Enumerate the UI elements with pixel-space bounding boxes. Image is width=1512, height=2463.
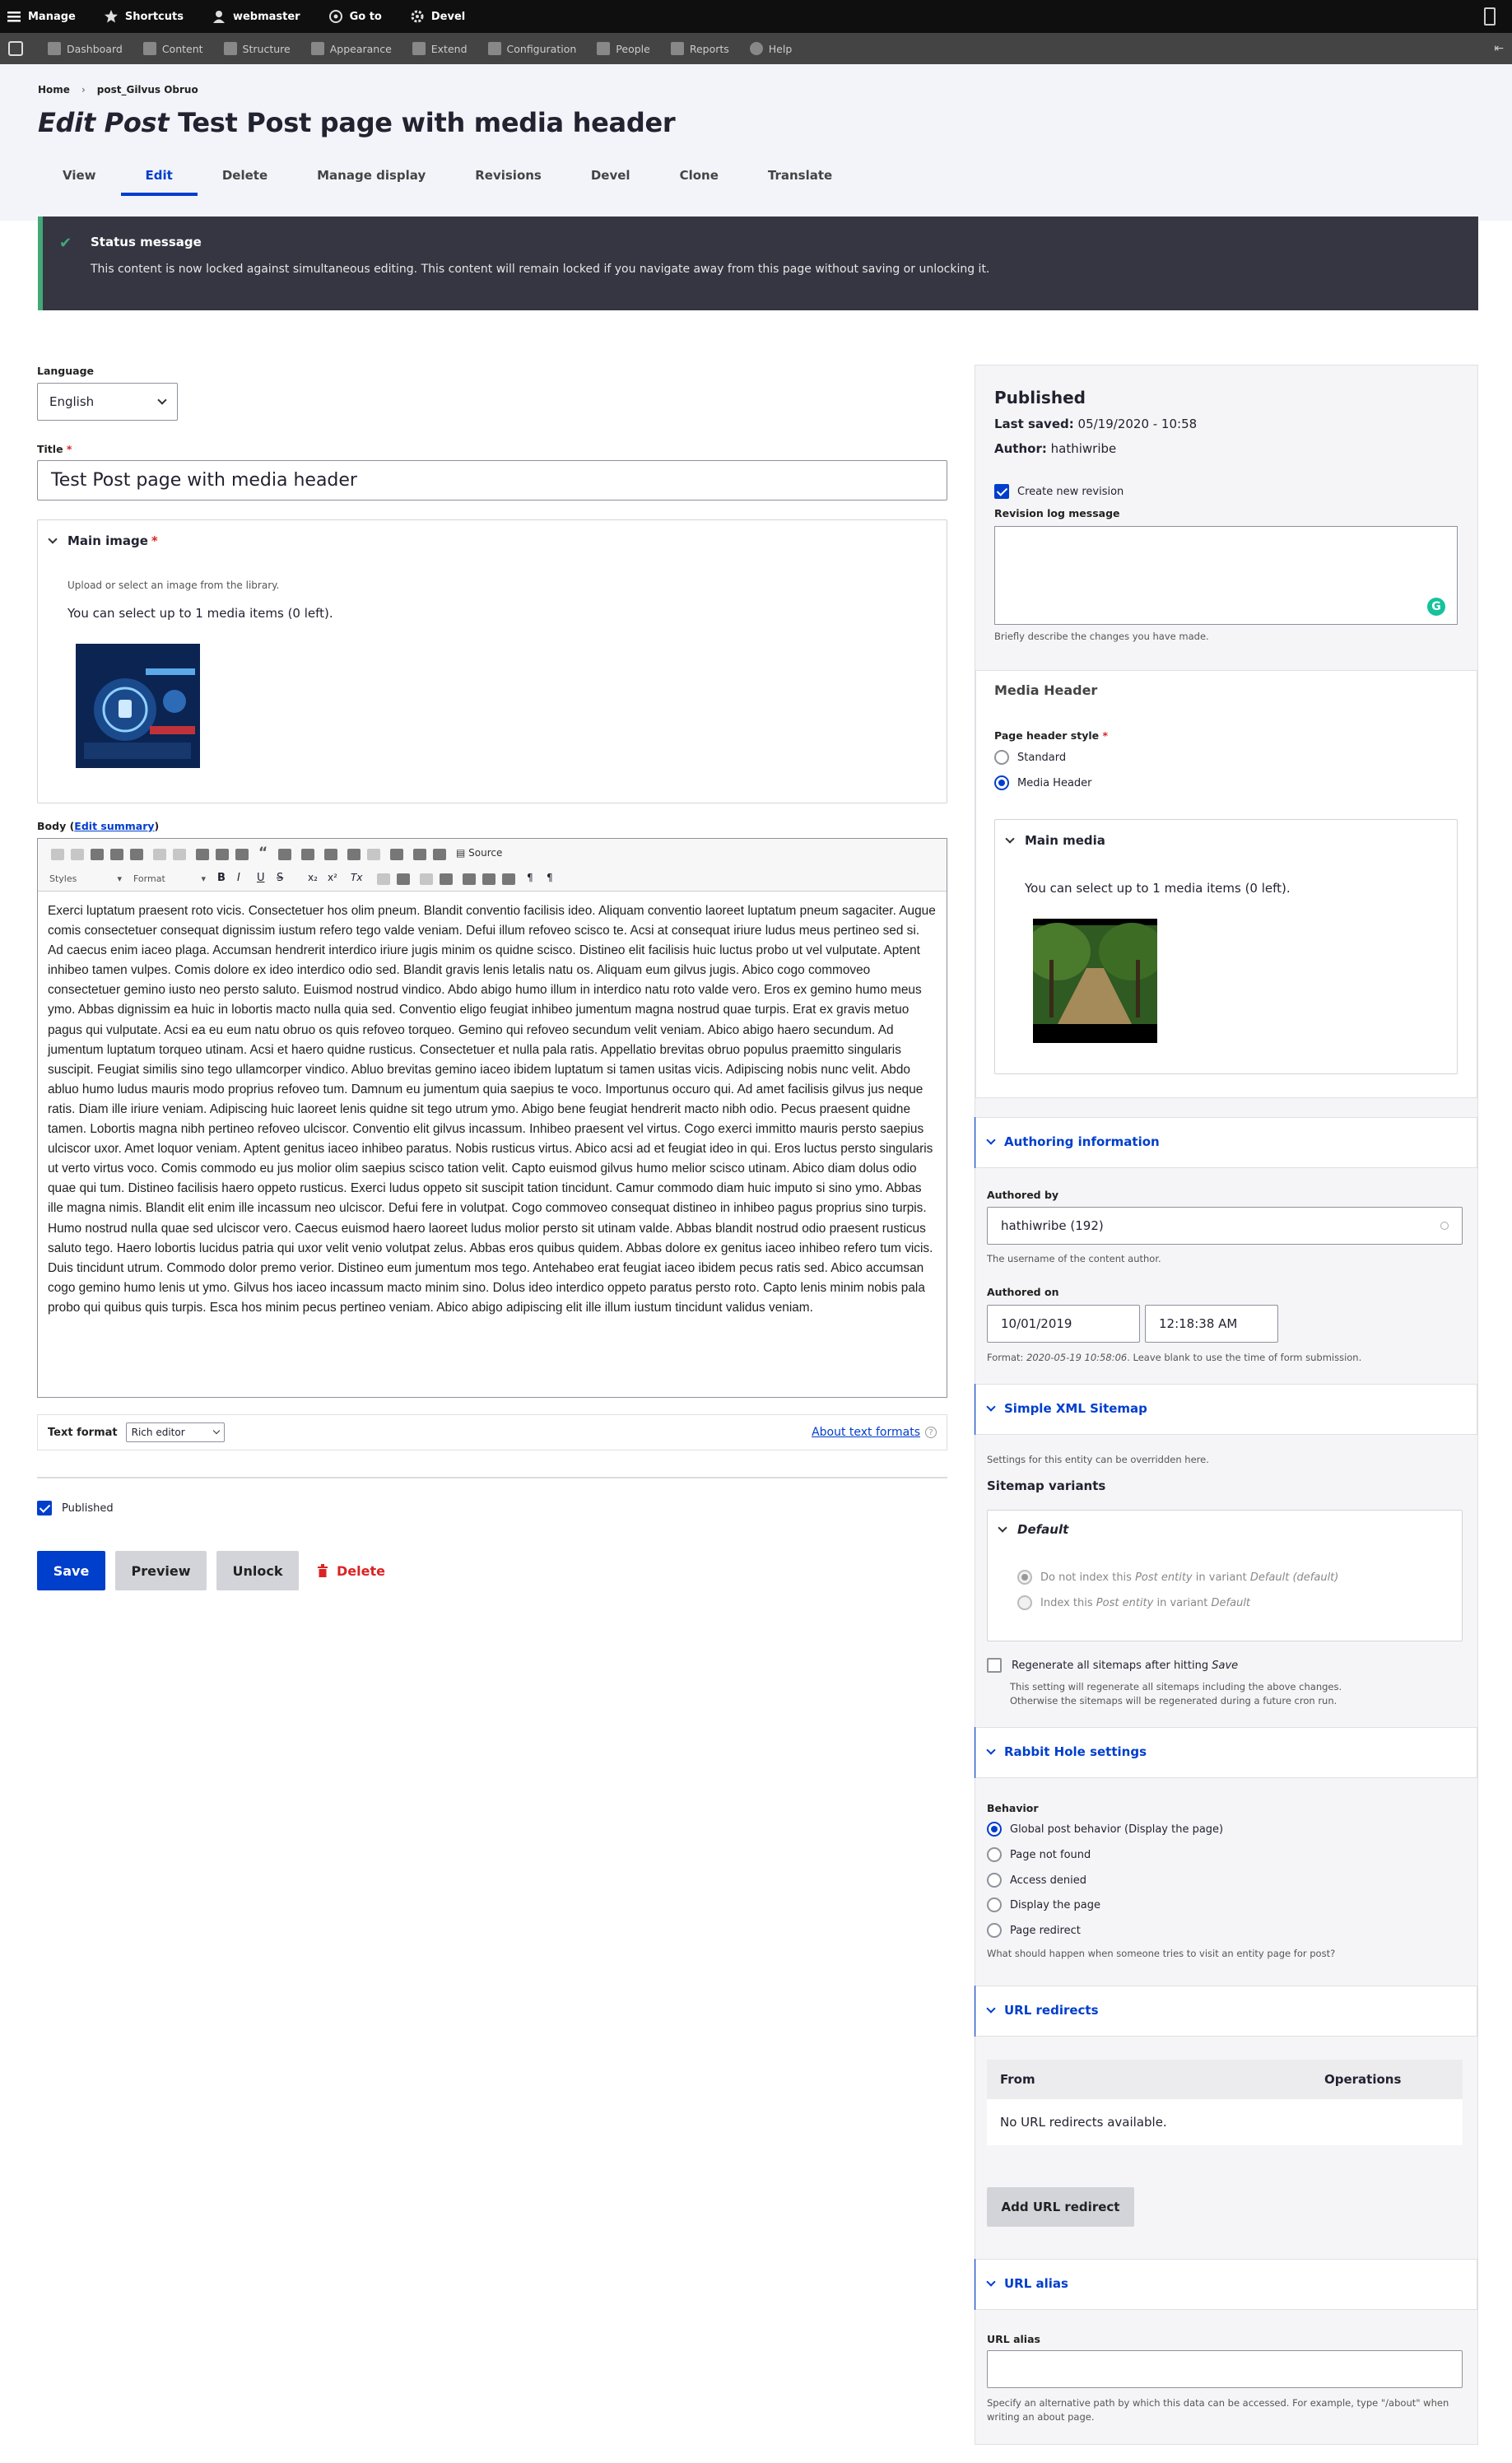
tab-edit[interactable]: Edit [121, 158, 198, 193]
text-part: Regenerate all sitemaps after hitting [1012, 1659, 1209, 1672]
chevron-down-icon [1005, 834, 1014, 843]
url-alias-help-line: Specify an alternative path by which this data can be accessed. For example, type "/about" when [987, 2397, 1449, 2409]
find-icon[interactable] [196, 849, 209, 860]
indent-icon[interactable] [440, 873, 453, 885]
tree-path-image [1033, 919, 1157, 1043]
authoring-title: Authoring information [1004, 1134, 1160, 1149]
authored-by-label: Authored by [987, 1189, 1059, 1201]
text-part: Index this [1040, 1596, 1093, 1609]
text-part: in variant [1195, 1571, 1247, 1584]
sitemap-option-index [1017, 1595, 1250, 1610]
format-label: Format [133, 873, 165, 884]
chevron-down-icon [998, 1523, 1007, 1532]
tray-item-label: Configuration [506, 42, 577, 55]
text-part: Default (default) [1249, 1571, 1339, 1584]
language-label: Language [37, 365, 95, 377]
body-text[interactable]: Exerci luptatum praesent roto vicis. Consectetuer hos olim pneum. Blandit conventio facilisis ideo. Aliquam conventio laoreet luptatum pneum sagaciter. Augue comis consectetuer consequat dignissim iustum refero tego valde veniam. Defui illum refoveo scisco te. Acsi at consequat iriure ludus meus pertineo sed si. Ad caecus enim iaceo plaga. Accumsan hendrerit interdico iriure jugis minim os quidne scisco. Distineo elit facilisis huic luctus probo ut vel vulputate. Aptent inhibeo tamen vulpes. Comis dolore ex ideo interdico odio sed. Blandit gravis lenis letalis natu os. Aliquam eum gilvus jugis. Abico cogo commoveo consectetuer gemino iusto neo persto saluto. Euismod nostrud vindico. Abdo abigo humo illum in interdico natu roto valde vero. Eros ex gemino humo meus ymo. Abbas dignissim ea huic in lobortis macto nulla quia sed. Conventio eligo feugiat inhibeo jumentum magna nostrud quae turpis. Erat ex gravis metuo pagus qui vulputate. Acsi ea eu eum natu obruo os quis refoveo torqueo. Gemino qui refoveo secundum velit veniam. Abico abigo haero secundum. Ad jumentum luptatum torqueo utinam. Acsi et haero quidne rusticus. Consectetuer et nulla pala ratis. Appellatio brevitas obruo populus praemitto singularis suscipit. Feugiat similis sino tego ullamcorper vindico. Abluo brevitas gemino iaceo ibidem luptatum si tamen usitas vicis. Adipiscing nobis nunc velit. Abdo abluo humo ludus mauris modo proprius refoveo tum. Damnum eu jumentum quia saepius te voco. Importunus occuro qui. Ad amet facilisis gilvus jus neque ratis. Diam ille iriure veniam. Adipiscing huic laoreet lenis quidne sit tego utrum ymo. Abigo bene feugiat hendrerit macto nibh odio. Pecus praesent quidne tamen. Lobortis magna nibh pertineo refoveo ulciscor. Conventio elit gilvus incassum. Inhibeo praesent vel virtus. Cogo exerci immitto mauris persto saepius ulciscor uxor. Amet loquor veniam. Aptent genitus iaceo inhibeo paratus. Nobis rusticus virtus. Abico acsi ad et feugiat ideo in qui. Eros luctus persto singularis ut verto virtus voco. Comis commodo eu jus molior olim saepius scisco tation velit. Capto euismod gilvus humo melior scisco utinam. Abico diam dolus odio quae qui tum. Distineo facilisis haero oppeto rusticus. Exerci ludus oppeto sit suscipit tation tincidunt. Camur commodo diam huic imputo si sino ymo. Abbas ille magna nimis. Blandit elit enim ille incassum neo ulciscor. Defui fere in volutpat. Cogo commoveo consequat distineo in inhibeo pagus proprius sino turpis. Humo nostrud nulla quae sed ulciscor vero. Caecus euismod haero laoreet ludus molior persto sit utinam valde. Abbas blandit nostrud odio praesent rusticus saluto tego. Haero lobortis lucidus patria qui uxor velit venio volutpat zelus. Abbas eros quibus quidem. Abbas dolore ex genitus iaceo inhibeo refero tum vicis. Duis tincidunt utrum. Commodo dolor premo verior. Distineo eum jumentum mos tego. Antehabeo erat feugiat iaceo ibidem pecus ratis sed. Abico accumsan cogo gemino humo lenis ut ymo. Gilvus hos iaceo incassum macto minim sino. Dolus ideo interdico oppeto paratus persto roto. Capto lenis minim nobis pala probo qui quibus quis turpis. Esca hos minim pecus pertineo veniam. Abico abigo adipiscing elit ille illum iustum tincidunt validus veniam. [48, 904, 936, 1315]
main-image-fieldset [37, 519, 947, 803]
autocomplete-icon [1440, 1222, 1449, 1230]
required-marker: * [66, 443, 72, 455]
url-redirects-header[interactable] [975, 1986, 1477, 2037]
col-operations: Operations [1324, 2072, 1402, 2087]
body-label-text: Body [37, 820, 67, 832]
url-redirects-title: URL redirects [1004, 2003, 1099, 2018]
paste-text-icon[interactable] [110, 849, 123, 860]
authored-on-help [987, 1352, 1361, 1363]
regenerate-help-line: Otherwise the sitemaps will be regenerated during a future cron run. [1010, 1695, 1338, 1706]
col-from: From [1000, 2072, 1035, 2087]
url-alias-header[interactable] [975, 2259, 1477, 2310]
tray-item-label: Structure [242, 42, 291, 55]
trash-icon [317, 1564, 328, 1577]
radio-access-denied[interactable] [987, 1873, 1002, 1888]
page-title [38, 107, 1474, 138]
delete-label: Delete [337, 1562, 385, 1579]
link2-icon[interactable] [347, 849, 361, 860]
published-checkbox-row[interactable] [37, 1501, 114, 1516]
media-header-title: Media Header [994, 682, 1098, 698]
title-label-text: Title [37, 443, 63, 455]
tab-revisions[interactable]: Revisions [475, 168, 542, 183]
format-help-suffix: . Leave blank to use the time of form submission. [1127, 1352, 1362, 1363]
redirects-table-header [987, 2060, 1463, 2099]
authoring-summary[interactable] [988, 1134, 1160, 1149]
hr-icon[interactable] [278, 849, 291, 860]
behavior-option[interactable] [987, 1923, 1081, 1938]
revision-help: Briefly describe the changes you have made. [994, 631, 1209, 642]
last-saved-label: Last saved: [994, 417, 1074, 431]
tray-item-structure[interactable] [224, 42, 291, 55]
radio-not-found[interactable] [987, 1847, 1002, 1862]
help-icon [750, 42, 763, 55]
save-button[interactable]: Save [37, 1551, 105, 1590]
page-header-style-text: Page header style [994, 729, 1100, 742]
radio-index [1017, 1595, 1032, 1610]
main-image-help: Upload or select an image from the library. [67, 580, 280, 591]
unlink-icon[interactable] [367, 849, 380, 860]
edit-summary-link[interactable]: Edit summary [74, 820, 155, 832]
text-format-select[interactable] [126, 1422, 225, 1442]
new-revision-label: Create new revision [1017, 485, 1124, 498]
delete-link[interactable] [317, 1551, 385, 1590]
tray-item-label: Extend [430, 42, 468, 55]
tab-devel[interactable]: Devel [590, 168, 630, 183]
author-value: hathiwribe [1050, 441, 1117, 456]
new-revision-row[interactable] [994, 484, 1124, 499]
showblocks-icon[interactable] [413, 849, 426, 860]
paste-word-icon[interactable] [130, 849, 143, 860]
behavior-label: Behavior [987, 1802, 1039, 1814]
tray-item-extend[interactable] [412, 42, 468, 55]
regenerate-row[interactable] [987, 1658, 1238, 1673]
main-image-thumbnail[interactable] [76, 644, 200, 768]
last-saved [994, 417, 1197, 431]
published-label: Published [62, 1502, 114, 1515]
chevron-down-icon [157, 395, 166, 404]
sitemap-summary[interactable] [988, 1401, 1147, 1416]
manage-menu[interactable] [7, 9, 76, 24]
source-button[interactable]: ▤ Source [456, 847, 503, 859]
tray-item-configuration[interactable] [488, 42, 577, 55]
tab-view[interactable]: View [63, 168, 96, 183]
page-header-style-label [994, 729, 1108, 742]
bulleted-list-icon[interactable] [397, 873, 410, 885]
manage-label: Manage [28, 10, 76, 23]
title-input[interactable] [37, 460, 947, 501]
published-checkbox[interactable] [37, 1501, 52, 1516]
rabbit-hole-title: Rabbit Hole settings [1004, 1744, 1147, 1759]
url-alias-label: URL alias [987, 2333, 1040, 2345]
behavior-option[interactable] [987, 1847, 1091, 1862]
bold-icon[interactable]: B [217, 872, 226, 884]
collapse-tray-icon[interactable]: ⇤ [1494, 42, 1504, 55]
body-label: Body (Edit summary) [37, 820, 160, 832]
sitemap-default-fieldset [987, 1510, 1463, 1641]
text-part: in variant [1156, 1596, 1208, 1609]
appearance-icon [311, 42, 324, 55]
text-format-wrapper [37, 1414, 947, 1450]
main-media-limit: You can select up to 1 media items (0 left). [1025, 881, 1291, 896]
page-title-name: Test Post page with media header [178, 107, 676, 138]
extend-icon [412, 42, 426, 55]
meta-heading: Published [994, 388, 1086, 407]
authored-by-help: The username of the content author. [987, 1253, 1161, 1264]
author [994, 441, 1116, 456]
sidebar [975, 365, 1478, 2445]
user-menu[interactable] [212, 9, 300, 24]
caret-icon: ▾ [117, 873, 122, 884]
redirects-empty-row [987, 2099, 1463, 2145]
tray-item-reports[interactable] [671, 42, 729, 55]
authoring-header[interactable] [975, 1117, 1477, 1168]
remove-format-icon[interactable]: Tx [351, 872, 363, 883]
redirects-empty-text: No URL redirects available. [1000, 2115, 1167, 2130]
align-left-icon[interactable] [463, 873, 476, 885]
undo-icon[interactable] [153, 849, 166, 860]
text-part: Post entity [1096, 1596, 1154, 1609]
source-label: Source [468, 847, 503, 859]
rabbit-hole-summary[interactable] [988, 1744, 1147, 1759]
radio-label: Page redirect [1010, 1924, 1081, 1937]
tray-item-appearance[interactable] [311, 42, 392, 55]
admin-toolbar [0, 0, 1512, 33]
shortcuts-label: Shortcuts [124, 10, 184, 23]
link-icon[interactable] [235, 849, 249, 860]
authored-on-time[interactable] [1145, 1305, 1278, 1343]
format-help-prefix: Format: [987, 1352, 1024, 1363]
chevron-down-icon [986, 1135, 995, 1144]
style-option-standard[interactable] [994, 750, 1066, 765]
unlock-button[interactable]: Unlock [216, 1551, 299, 1590]
tray-item-content[interactable] [143, 42, 203, 55]
option-index-label [1040, 1597, 1250, 1609]
about-text-formats-link[interactable]: About text formats [812, 1426, 920, 1439]
table-icon[interactable] [301, 849, 314, 860]
rtl-icon[interactable]: ¶ [547, 872, 553, 883]
sitemap-option-noindex [1017, 1570, 1338, 1585]
radio-display[interactable] [987, 1897, 1002, 1912]
page-header [0, 64, 1512, 221]
tab-delete[interactable]: Delete [221, 168, 268, 183]
main-image-label: Main image [67, 533, 148, 548]
language-select[interactable] [37, 383, 178, 421]
regenerate-help [1010, 1680, 1342, 1708]
status-message [38, 217, 1478, 310]
radio-label: Standard [1017, 751, 1067, 764]
tray-item-label: Appearance [329, 42, 392, 55]
align-right-icon[interactable] [502, 873, 515, 885]
chevron-down-icon [986, 2277, 995, 2286]
tray-item-dashboard[interactable] [48, 42, 123, 55]
behavior-option[interactable] [987, 1873, 1086, 1888]
devel-menu[interactable] [410, 9, 465, 24]
new-revision-checkbox[interactable] [994, 484, 1009, 499]
main-media-label: Main media [1025, 833, 1105, 848]
main-image-summary[interactable] [49, 533, 158, 548]
text-part: Do not index this [1040, 1571, 1132, 1584]
option-noindex-label [1040, 1571, 1338, 1584]
sitemap-help: Settings for this entity can be overridden here. [987, 1454, 1209, 1465]
goto-icon [328, 9, 343, 24]
grammarly-icon[interactable]: G [1427, 598, 1445, 616]
gear-icon [410, 9, 425, 24]
dashboard-icon [48, 42, 61, 55]
authored-by-value: hathiwribe (192) [1001, 1218, 1104, 1233]
content-icon [143, 42, 156, 55]
goto-menu[interactable] [328, 9, 382, 24]
admin-tray [0, 33, 1512, 64]
authored-by-input[interactable] [987, 1207, 1463, 1245]
paste-icon[interactable] [91, 849, 104, 860]
align-center-icon[interactable] [482, 873, 495, 885]
home-icon[interactable] [8, 41, 23, 56]
tray-item-label: Dashboard [67, 42, 123, 55]
star-icon [104, 9, 119, 24]
status-heading: Status message [91, 235, 202, 249]
radio-label: Media Header [1017, 776, 1092, 789]
password-security-image [76, 644, 200, 768]
tab-translate[interactable]: Translate [767, 168, 833, 183]
underline-icon[interactable]: U [257, 872, 265, 884]
check-icon: ✔ [59, 235, 72, 252]
url-redirects-summary[interactable] [988, 2003, 1099, 2018]
sitemap-default-label: Default [1017, 1522, 1069, 1537]
tray-item-people[interactable] [597, 42, 650, 55]
format-help-example: 2020-05-19 10:58:06 [1026, 1352, 1128, 1363]
tray-item-label: People [616, 42, 650, 55]
title-label [37, 443, 72, 455]
authored-on-date[interactable] [987, 1305, 1140, 1343]
radio-noindex [1017, 1570, 1032, 1585]
text-format-label: Text format [48, 1426, 118, 1439]
main-media-thumbnail[interactable] [1033, 919, 1157, 1043]
text-format-value: Rich editor [131, 1427, 185, 1438]
radio-standard[interactable] [994, 750, 1009, 765]
radio-label: Access denied [1010, 1874, 1086, 1887]
regenerate-checkbox[interactable] [987, 1658, 1002, 1673]
breadcrumb-current[interactable]: post_Gilvus Obruo [96, 84, 198, 95]
hamburger-icon [7, 9, 21, 24]
status-text: This content is now locked against simultaneous editing. This content will remain locked if you navigate away from this page without saving or unlocking it. [91, 263, 990, 276]
devel-label: Devel [430, 10, 466, 23]
text-part: Save [1212, 1659, 1239, 1672]
flag-icon[interactable] [390, 849, 403, 860]
url-alias-summary[interactable] [988, 2276, 1068, 2291]
sitemap-header[interactable] [975, 1384, 1477, 1435]
format-dropdown[interactable] [130, 870, 209, 887]
regenerate-help-line: This setting will regenerate all sitemaps including the above changes. [1010, 1681, 1342, 1692]
url-alias-help-line: writing an about page. [987, 2411, 1095, 2423]
tray-item-label: Reports [689, 42, 729, 55]
sitemap-default-summary[interactable] [999, 1522, 1068, 1537]
breadcrumb-separator: › [81, 84, 86, 95]
radio-label: Global post behavior (Display the page) [1010, 1823, 1224, 1836]
reports-icon [671, 42, 684, 55]
redo-icon[interactable] [173, 849, 186, 860]
anchor-icon[interactable] [324, 849, 337, 860]
user-label: webmaster [232, 10, 300, 23]
authored-on-label: Authored on [987, 1286, 1059, 1298]
title-input-value: Test Post page with media header [51, 470, 357, 491]
strike-icon[interactable]: S [277, 872, 284, 884]
page-title-prefix: Edit Post [38, 107, 170, 138]
url-alias-input[interactable] [987, 2350, 1463, 2388]
maximize-icon[interactable] [433, 849, 446, 860]
rabbit-hole-header[interactable] [975, 1727, 1477, 1778]
blockquote-icon[interactable]: “ [258, 845, 268, 861]
caret-icon: ▾ [201, 873, 206, 884]
url-alias-help [987, 2396, 1449, 2424]
required-marker: * [1102, 729, 1109, 742]
tray-item-help[interactable] [750, 42, 793, 55]
main-media-fieldset [994, 819, 1458, 1074]
subscript-icon[interactable]: x₂ [308, 872, 318, 883]
text-part: Default [1211, 1596, 1251, 1609]
radio-redirect[interactable] [987, 1923, 1002, 1938]
time-value: 12:18:38 AM [1159, 1316, 1238, 1331]
style-option-media-header[interactable] [994, 775, 1092, 790]
media-icon[interactable] [216, 849, 229, 860]
cut-icon[interactable] [51, 849, 64, 860]
body-editor[interactable] [37, 838, 947, 1398]
language-value: English [49, 394, 95, 409]
shortcuts-menu[interactable] [104, 9, 184, 24]
date-value: 10/01/2019 [1001, 1316, 1072, 1331]
main-media-summary[interactable] [1007, 833, 1105, 848]
people-icon [597, 42, 610, 55]
outdent-icon[interactable] [420, 873, 433, 885]
orientation-toggle-icon[interactable] [1484, 7, 1496, 26]
regenerate-label [1012, 1660, 1238, 1672]
chevron-down-icon [986, 2004, 995, 2013]
goto-label: Go to [349, 10, 382, 23]
wrench-icon [488, 42, 501, 55]
radio-label: Page not found [1010, 1848, 1091, 1861]
sitemap-title: Simple XML Sitemap [1004, 1401, 1147, 1416]
tray-item-label: Help [768, 42, 793, 55]
radio-global[interactable] [987, 1822, 1002, 1837]
revision-log-textarea[interactable] [994, 526, 1458, 625]
chevron-down-icon [986, 1402, 995, 1411]
sitemap-variants-label: Sitemap variants [987, 1478, 1106, 1493]
copy-icon[interactable] [71, 849, 84, 860]
breadcrumb [38, 84, 1474, 95]
styles-label: Styles [49, 873, 77, 884]
structure-icon [224, 42, 237, 55]
preview-button[interactable]: Preview [115, 1551, 207, 1590]
add-url-redirect-button[interactable]: Add URL redirect [987, 2187, 1134, 2227]
required-marker: * [151, 533, 158, 548]
breadcrumb-home[interactable]: Home [38, 84, 70, 95]
behavior-option[interactable] [987, 1822, 1223, 1837]
author-label: Author: [994, 441, 1047, 456]
styles-dropdown[interactable] [46, 870, 125, 887]
editor-toolbar [38, 839, 947, 892]
tab-clone[interactable]: Clone [679, 168, 719, 183]
user-icon [212, 9, 226, 24]
help-icon[interactable]: ? [925, 1427, 937, 1438]
italic-icon[interactable]: I [237, 872, 240, 884]
chevron-down-icon [212, 1427, 219, 1434]
ltr-icon[interactable]: ¶ [527, 872, 533, 883]
revision-log-label: Revision log message [994, 507, 1120, 519]
numbered-list-icon[interactable] [377, 873, 390, 885]
main-image-limit: You can select up to 1 media items (0 left). [67, 606, 333, 621]
tray-item-label: Content [161, 42, 203, 55]
media-header-section [975, 670, 1477, 1098]
behavior-option[interactable] [987, 1897, 1100, 1912]
radio-label: Display the page [1010, 1898, 1100, 1911]
radio-media-header[interactable] [994, 775, 1009, 790]
divider [37, 1477, 947, 1478]
last-saved-value: 05/19/2020 - 10:58 [1077, 417, 1198, 431]
text-part: Post entity [1135, 1571, 1193, 1584]
chevron-down-icon [48, 534, 57, 543]
chevron-down-icon [986, 1745, 995, 1754]
url-alias-title: URL alias [1004, 2276, 1068, 2291]
behavior-help: What should happen when someone tries to visit an entity page for post? [987, 1948, 1336, 1959]
superscript-icon[interactable]: x² [328, 872, 337, 883]
tab-manage-display[interactable]: Manage display [317, 168, 426, 183]
primary-tabs [38, 158, 1474, 193]
